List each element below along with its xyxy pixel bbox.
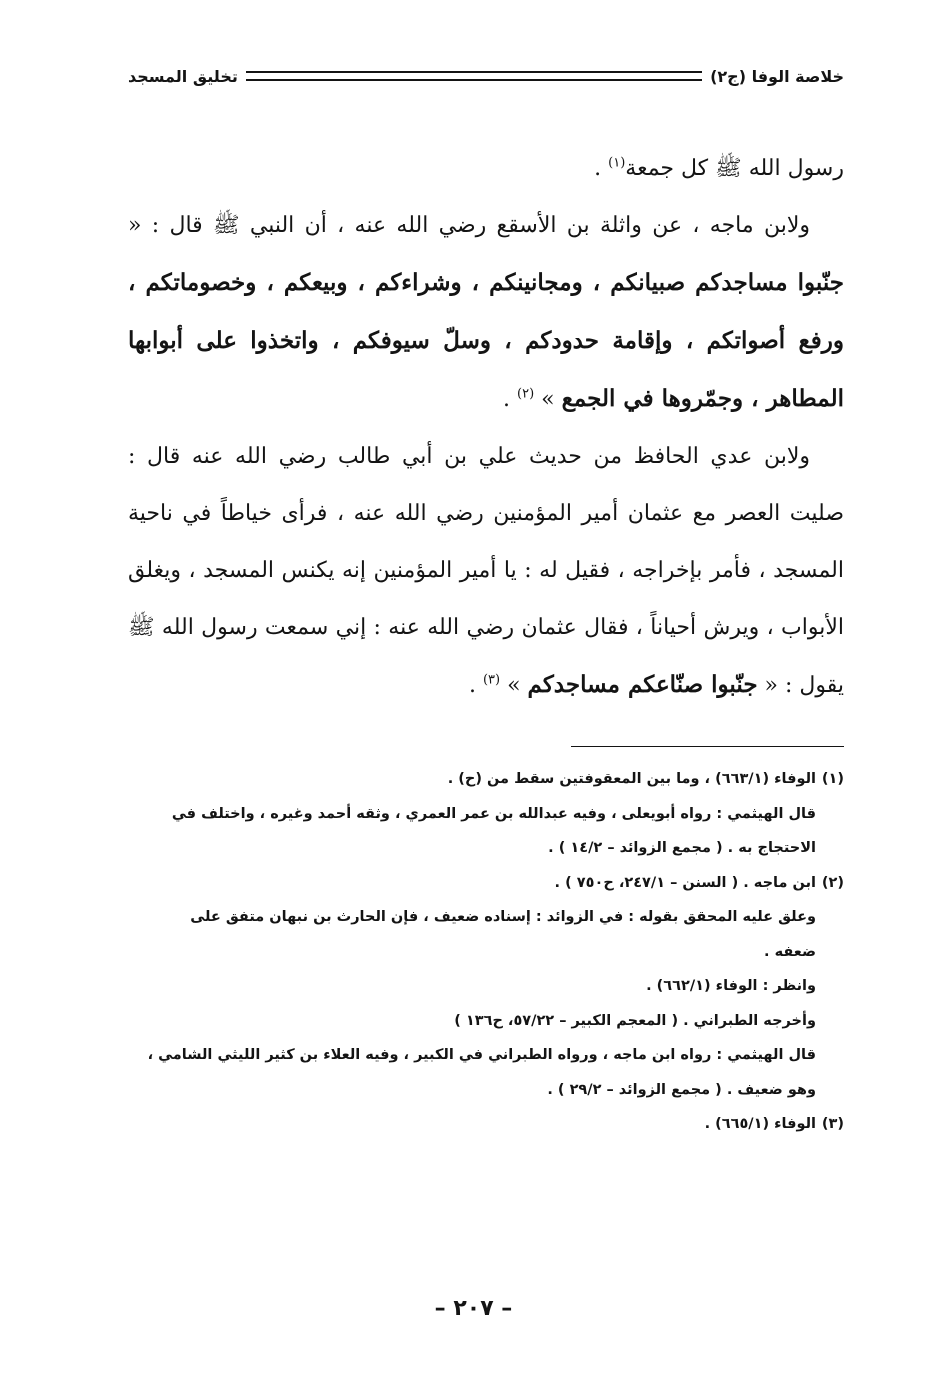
- quote-close-1: »: [534, 387, 562, 412]
- page-number: – ٢٠٧ –: [434, 1296, 513, 1321]
- footnote-ref-3: (٣): [482, 672, 501, 688]
- footnotes: [128, 762, 844, 1142]
- hadith-text-1: جنّبوا مساجدكم صبيانكم ، ومجانينكم ، وشراءكم ، وبيعكم ، وخصوماتكم ، ورفع أصواتكم ، وإقامة حدودكم ، وسلّ سيوفكم ، واتخذوا على أبوابها المطاهر ، وجمّروها في الجمع: [128, 269, 844, 412]
- footnote-line: [128, 866, 844, 901]
- paragraph-3-end: .: [468, 673, 483, 698]
- quote-close-2: »: [500, 673, 528, 698]
- footnote-line: [128, 762, 844, 797]
- hadith-text-2: جنّبوا صنّاعكم مساجدكم: [527, 671, 758, 698]
- header-book-title: خلاصة الوفا (ج٢): [710, 66, 844, 86]
- paragraph-3-intro: ولابن عدي الحافظ من حديث علي بن أبي طالب رضي الله عنه قال : صليت العصر مع عثمان أمير المؤمنين رضي الله عنه ، فرأى خياطاً في ناحية المسجد ، فأمر بإخراجه ، فقيل له : يا أمير المؤمنين إنه يكنس المسجد ، ويغلق الأبواب ، ويرش أحياناً ، فقال عثمان رضي الله عنه : إني سمعت رسول الله ﷺ يقول : «: [128, 444, 845, 698]
- footnote-text: وهو ضعيف . ( مجمع الزوائد – ٢٩/٢ ) .: [547, 1081, 816, 1098]
- footnote-text: ضعفه .: [764, 943, 816, 960]
- paragraph-2-end: .: [503, 387, 518, 412]
- footnote-line: [128, 1004, 844, 1039]
- running-header: [128, 64, 844, 88]
- footnote-line: [128, 797, 844, 832]
- footnote-line: [128, 1038, 844, 1073]
- paragraph-3: [128, 428, 844, 714]
- paragraph-2: [128, 197, 844, 428]
- footnote-line: [128, 1073, 844, 1108]
- footnote-number: (٣): [821, 1116, 844, 1132]
- paragraph-1: [128, 140, 844, 197]
- footnote-text: قال الهيثمي : رواه أبويعلى ، وفيه عبدالله بن عمر العمري ، وثقه أحمد وغيره ، واختلف في: [171, 805, 816, 822]
- footnote-text: ابن ماجه . ( السنن – ٢٤٧/١، ح٧٥٠ ) .: [554, 874, 816, 891]
- footnote-text: الاحتجاج به . ( مجمع الزوائد – ١٤/٢ ) .: [548, 840, 816, 856]
- paragraph-2-intro: ولابن ماجه ، عن واثلة بن الأسقع رضي الله عنه ، أن النبي ﷺ قال : «: [128, 213, 810, 238]
- footnote-text: الوفاء (٦٦٣/١) ، وما بين المعقوفتين سقط من (ح) .: [447, 771, 816, 787]
- footnote-line: [128, 969, 844, 1004]
- footnote-separator: [571, 746, 844, 747]
- footnote-line: [128, 900, 844, 935]
- main-text: [128, 140, 844, 714]
- paragraph-1-text: رسول الله ﷺ كل جمعة: [625, 156, 844, 181]
- footnote-text: الوفاء (٦٦٥/١) .: [704, 1116, 816, 1132]
- footnote-text: وأخرجه الطبراني . ( المعجم الكبير – ٥٧/٢٢، ح١٣٦ ): [454, 1012, 816, 1029]
- header-chapter-title: تخليق المسجد: [128, 66, 238, 86]
- footnote-line: [128, 1107, 844, 1142]
- header-rule: [246, 71, 702, 81]
- footnote-number: (١): [821, 771, 844, 787]
- footnote-ref-2: (٢): [517, 386, 535, 402]
- footnote-number: (٢): [821, 874, 844, 891]
- footnote-text: وانظر : الوفاء (٦٦٢/١) .: [646, 978, 816, 994]
- footnote-line: [128, 935, 844, 970]
- footnote-text: قال الهيثمي : رواه ابن ماجه ، ورواه الطبراني في الكبير ، وفيه العلاء بن كثير الليثي الشامي ،: [147, 1047, 816, 1063]
- footnote-line: [128, 831, 844, 866]
- footnote-ref-1: (١): [608, 155, 626, 171]
- paragraph-1-end: .: [594, 156, 609, 181]
- footnote-text: وعلق عليه المحقق بقوله : في الزوائد : إسناده ضعيف ، فإن الحارث بن نبهان متفق على: [190, 909, 816, 925]
